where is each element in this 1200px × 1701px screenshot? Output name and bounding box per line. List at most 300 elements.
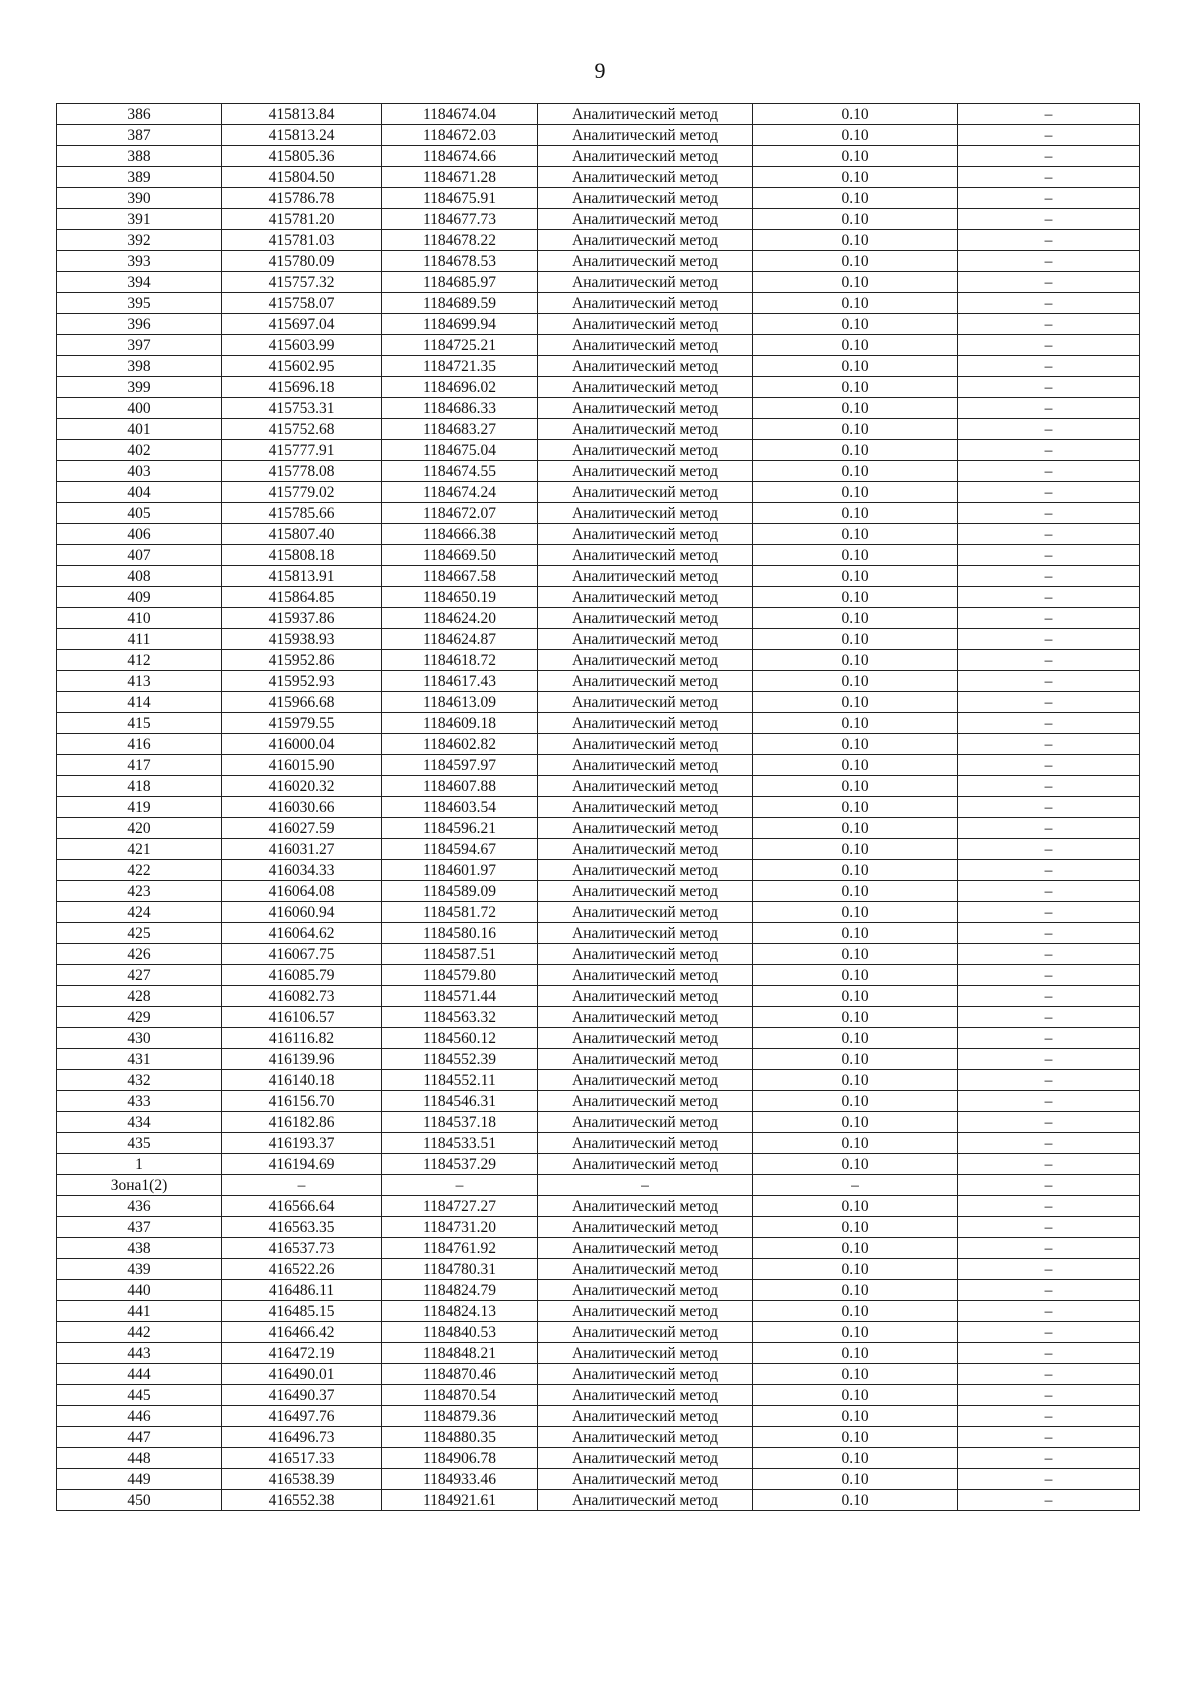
point-number-cell: 407 [57,545,222,566]
method-cell: Аналитический метод [538,629,753,650]
table-row [57,1091,1140,1112]
accuracy-cell: 0.10 [753,335,958,356]
y-coordinate-cell: 1184674.55 [382,461,538,482]
point-number-cell: 443 [57,1343,222,1364]
accuracy-cell: 0.10 [753,377,958,398]
accuracy-cell: 0.10 [753,293,958,314]
x-coordinate-cell: 415780.09 [222,251,382,272]
x-coordinate-cell: 416486.11 [222,1280,382,1301]
y-coordinate-cell: 1184674.66 [382,146,538,167]
method-cell: Аналитический метод [538,125,753,146]
method-cell: Аналитический метод [538,1070,753,1091]
description-cell: – [958,1133,1140,1154]
method-cell: Аналитический метод [538,776,753,797]
table-row [57,188,1140,209]
point-number-cell: 403 [57,461,222,482]
description-cell: – [958,1280,1140,1301]
point-number-cell: 399 [57,377,222,398]
accuracy-cell: 0.10 [753,356,958,377]
point-number-cell: 421 [57,839,222,860]
point-number-cell: 413 [57,671,222,692]
table-row [57,1238,1140,1259]
accuracy-cell: 0.10 [753,1322,958,1343]
point-number-cell: 448 [57,1448,222,1469]
y-coordinate-cell: 1184579.80 [382,965,538,986]
table-row [57,335,1140,356]
accuracy-cell: 0.10 [753,1007,958,1028]
x-coordinate-cell: 416194.69 [222,1154,382,1175]
accuracy-cell: 0.10 [753,314,958,335]
description-cell: – [958,1070,1140,1091]
point-number-cell: 414 [57,692,222,713]
accuracy-cell: 0.10 [753,1469,958,1490]
method-cell: Аналитический метод [538,1196,753,1217]
method-cell: Аналитический метод [538,1154,753,1175]
table-row [57,671,1140,692]
point-number-cell: 409 [57,587,222,608]
y-coordinate-cell: 1184824.79 [382,1280,538,1301]
table-row [57,356,1140,377]
method-cell: Аналитический метод [538,1028,753,1049]
method-cell: Аналитический метод [538,923,753,944]
y-coordinate-cell: 1184725.21 [382,335,538,356]
description-cell: – [958,419,1140,440]
table-row [57,1028,1140,1049]
y-coordinate-cell: 1184587.51 [382,944,538,965]
method-cell: Аналитический метод [538,713,753,734]
x-coordinate-cell: 416485.15 [222,1301,382,1322]
method-cell: Аналитический метод [538,608,753,629]
table-row [57,1427,1140,1448]
description-cell: – [958,482,1140,503]
point-number-cell: 386 [57,104,222,125]
y-coordinate-cell: 1184589.09 [382,881,538,902]
point-number-cell: 428 [57,986,222,1007]
y-coordinate-cell: 1184870.46 [382,1364,538,1385]
x-coordinate-cell: 416537.73 [222,1238,382,1259]
method-cell: Аналитический метод [538,734,753,755]
method-cell: Аналитический метод [538,377,753,398]
y-coordinate-cell: 1184685.97 [382,272,538,293]
table-row [57,1007,1140,1028]
table-row [57,713,1140,734]
description-cell: – [958,377,1140,398]
point-number-cell: 397 [57,335,222,356]
accuracy-cell: 0.10 [753,1448,958,1469]
table-row [57,146,1140,167]
description-cell: – [958,566,1140,587]
accuracy-cell: 0.10 [753,272,958,293]
accuracy-cell: 0.10 [753,104,958,125]
table-row [57,1301,1140,1322]
x-coordinate-cell: 415779.02 [222,482,382,503]
y-coordinate-cell: 1184671.28 [382,167,538,188]
x-coordinate-cell: 416517.33 [222,1448,382,1469]
method-cell: – [538,1175,753,1196]
description-cell: – [958,902,1140,923]
x-coordinate-cell: 415813.24 [222,125,382,146]
x-coordinate-cell: 416085.79 [222,965,382,986]
y-coordinate-cell: 1184613.09 [382,692,538,713]
table-row [57,1217,1140,1238]
x-coordinate-cell: 415813.91 [222,566,382,587]
description-cell: – [958,1448,1140,1469]
description-cell: – [958,188,1140,209]
y-coordinate-cell: 1184906.78 [382,1448,538,1469]
method-cell: Аналитический метод [538,1469,753,1490]
point-number-cell: 450 [57,1490,222,1511]
x-coordinate-cell: 416522.26 [222,1259,382,1280]
point-number-cell: 423 [57,881,222,902]
description-cell: – [958,1322,1140,1343]
accuracy-cell: 0.10 [753,608,958,629]
point-number-cell: 433 [57,1091,222,1112]
x-coordinate-cell: 416140.18 [222,1070,382,1091]
method-cell: Аналитический метод [538,1322,753,1343]
x-coordinate-cell: 416566.64 [222,1196,382,1217]
point-number-cell: 439 [57,1259,222,1280]
method-cell: Аналитический метод [538,398,753,419]
x-coordinate-cell: 416031.27 [222,839,382,860]
method-cell: Аналитический метод [538,1427,753,1448]
x-coordinate-cell: 416064.62 [222,923,382,944]
point-number-cell: 404 [57,482,222,503]
table-row [57,818,1140,839]
point-number-cell: 395 [57,293,222,314]
table-row [57,1322,1140,1343]
x-coordinate-cell: 415697.04 [222,314,382,335]
y-coordinate-cell: 1184609.18 [382,713,538,734]
method-cell: Аналитический метод [538,251,753,272]
accuracy-cell: 0.10 [753,671,958,692]
x-coordinate-cell: 415602.95 [222,356,382,377]
description-cell: – [958,1364,1140,1385]
method-cell: Аналитический метод [538,965,753,986]
y-coordinate-cell: 1184699.94 [382,314,538,335]
x-coordinate-cell: 416106.57 [222,1007,382,1028]
description-cell: – [958,503,1140,524]
x-coordinate-cell: 415937.86 [222,608,382,629]
y-coordinate-cell: 1184677.73 [382,209,538,230]
y-coordinate-cell: 1184689.59 [382,293,538,314]
accuracy-cell: 0.10 [753,1070,958,1091]
y-coordinate-cell: 1184672.03 [382,125,538,146]
description-cell: – [958,167,1140,188]
method-cell: Аналитический метод [538,944,753,965]
table-row [57,104,1140,125]
x-coordinate-cell: 416490.01 [222,1364,382,1385]
y-coordinate-cell: 1184921.61 [382,1490,538,1511]
description-cell: – [958,1385,1140,1406]
y-coordinate-cell: 1184880.35 [382,1427,538,1448]
description-cell: – [958,923,1140,944]
table-row [57,1448,1140,1469]
description-cell: – [958,125,1140,146]
point-number-cell: 438 [57,1238,222,1259]
y-coordinate-cell: 1184537.29 [382,1154,538,1175]
table-row [57,1133,1140,1154]
point-number-cell: 412 [57,650,222,671]
x-coordinate-cell: 415804.50 [222,167,382,188]
method-cell: Аналитический метод [538,818,753,839]
point-number-cell: 435 [57,1133,222,1154]
description-cell: – [958,944,1140,965]
point-number-cell: 447 [57,1427,222,1448]
point-number-cell: 425 [57,923,222,944]
x-coordinate-cell: 416060.94 [222,902,382,923]
y-coordinate-cell: 1184675.91 [382,188,538,209]
table-row [57,272,1140,293]
table-row [57,503,1140,524]
method-cell: Аналитический метод [538,692,753,713]
y-coordinate-cell: 1184650.19 [382,587,538,608]
x-coordinate-cell: 416139.96 [222,1049,382,1070]
description-cell: – [958,356,1140,377]
page-number: 9 [594,58,606,83]
y-coordinate-cell: 1184607.88 [382,776,538,797]
x-coordinate-cell: 416497.76 [222,1406,382,1427]
x-coordinate-cell: 415813.84 [222,104,382,125]
method-cell: Аналитический метод [538,503,753,524]
description-cell: – [958,818,1140,839]
table-row [57,566,1140,587]
method-cell: Аналитический метод [538,1217,753,1238]
accuracy-cell: – [753,1175,958,1196]
description-cell: – [958,839,1140,860]
table-row [57,209,1140,230]
description-cell: – [958,671,1140,692]
x-coordinate-cell: 416563.35 [222,1217,382,1238]
y-coordinate-cell: 1184669.50 [382,545,538,566]
x-coordinate-cell: 416015.90 [222,755,382,776]
point-number-cell: 442 [57,1322,222,1343]
table-row [57,482,1140,503]
table-row [57,125,1140,146]
table-row [57,734,1140,755]
method-cell: Аналитический метод [538,209,753,230]
x-coordinate-cell: 416082.73 [222,986,382,1007]
y-coordinate-cell: 1184848.21 [382,1343,538,1364]
description-cell: – [958,293,1140,314]
method-cell: Аналитический метод [538,1238,753,1259]
method-cell: Аналитический метод [538,902,753,923]
method-cell: Аналитический метод [538,461,753,482]
description-cell: – [958,335,1140,356]
method-cell: Аналитический метод [538,230,753,251]
y-coordinate-cell: 1184678.22 [382,230,538,251]
method-cell: Аналитический метод [538,356,753,377]
description-cell: – [958,314,1140,335]
table-row [57,293,1140,314]
y-coordinate-cell: 1184533.51 [382,1133,538,1154]
table-row [57,398,1140,419]
x-coordinate-cell: 415757.32 [222,272,382,293]
y-coordinate-cell: 1184602.82 [382,734,538,755]
method-cell: Аналитический метод [538,1007,753,1028]
table-row [57,839,1140,860]
accuracy-cell: 0.10 [753,944,958,965]
accuracy-cell: 0.10 [753,1154,958,1175]
x-coordinate-cell: 415777.91 [222,440,382,461]
description-cell: – [958,734,1140,755]
description-cell: – [958,797,1140,818]
x-coordinate-cell: 415753.31 [222,398,382,419]
x-coordinate-cell: 416000.04 [222,734,382,755]
point-number-cell: 430 [57,1028,222,1049]
point-number-cell: 387 [57,125,222,146]
description-cell: – [958,272,1140,293]
method-cell: Аналитический метод [538,1112,753,1133]
y-coordinate-cell: 1184603.54 [382,797,538,818]
method-cell: Аналитический метод [538,314,753,335]
description-cell: – [958,755,1140,776]
accuracy-cell: 0.10 [753,902,958,923]
accuracy-cell: 0.10 [753,650,958,671]
accuracy-cell: 0.10 [753,398,958,419]
point-number-cell: 437 [57,1217,222,1238]
x-coordinate-cell: 416182.86 [222,1112,382,1133]
accuracy-cell: 0.10 [753,713,958,734]
accuracy-cell: 0.10 [753,1259,958,1280]
y-coordinate-cell: 1184667.58 [382,566,538,587]
y-coordinate-cell: 1184678.53 [382,251,538,272]
point-number-cell: 429 [57,1007,222,1028]
table-row [57,902,1140,923]
point-number-cell: 420 [57,818,222,839]
table-row [57,1070,1140,1091]
accuracy-cell: 0.10 [753,734,958,755]
method-cell: Аналитический метод [538,335,753,356]
x-coordinate-cell: – [222,1175,382,1196]
accuracy-cell: 0.10 [753,839,958,860]
accuracy-cell: 0.10 [753,524,958,545]
accuracy-cell: 0.10 [753,1238,958,1259]
method-cell: Аналитический метод [538,839,753,860]
description-cell: – [958,1112,1140,1133]
method-cell: Аналитический метод [538,1448,753,1469]
table-row [57,314,1140,335]
method-cell: Аналитический метод [538,1049,753,1070]
x-coordinate-cell: 416193.37 [222,1133,382,1154]
y-coordinate-cell: 1184672.07 [382,503,538,524]
y-coordinate-cell: 1184563.32 [382,1007,538,1028]
table-row [57,944,1140,965]
y-coordinate-cell: 1184597.97 [382,755,538,776]
table-row [57,167,1140,188]
accuracy-cell: 0.10 [753,125,958,146]
description-cell: – [958,1238,1140,1259]
accuracy-cell: 0.10 [753,1427,958,1448]
method-cell: Аналитический метод [538,1343,753,1364]
accuracy-cell: 0.10 [753,209,958,230]
x-coordinate-cell: 416490.37 [222,1385,382,1406]
accuracy-cell: 0.10 [753,167,958,188]
table-row [57,377,1140,398]
table-row [57,1196,1140,1217]
y-coordinate-cell: 1184601.97 [382,860,538,881]
point-number-cell: 415 [57,713,222,734]
table-row [57,860,1140,881]
method-cell: Аналитический метод [538,188,753,209]
y-coordinate-cell: 1184624.87 [382,629,538,650]
description-cell: – [958,860,1140,881]
y-coordinate-cell: 1184675.04 [382,440,538,461]
x-coordinate-cell: 416156.70 [222,1091,382,1112]
accuracy-cell: 0.10 [753,482,958,503]
point-number-cell: 419 [57,797,222,818]
accuracy-cell: 0.10 [753,692,958,713]
description-cell: – [958,398,1140,419]
y-coordinate-cell: 1184761.92 [382,1238,538,1259]
point-number-cell: 432 [57,1070,222,1091]
accuracy-cell: 0.10 [753,587,958,608]
x-coordinate-cell: 415805.36 [222,146,382,167]
accuracy-cell: 0.10 [753,860,958,881]
method-cell: Аналитический метод [538,1280,753,1301]
table-row [57,440,1140,461]
method-cell: Аналитический метод [538,587,753,608]
accuracy-cell: 0.10 [753,461,958,482]
x-coordinate-cell: 416020.32 [222,776,382,797]
accuracy-cell: 0.10 [753,629,958,650]
x-coordinate-cell: 416538.39 [222,1469,382,1490]
point-number-cell: 424 [57,902,222,923]
x-coordinate-cell: 415778.08 [222,461,382,482]
table-row [57,461,1140,482]
description-cell: – [958,1154,1140,1175]
y-coordinate-cell: 1184674.04 [382,104,538,125]
point-number-cell: 388 [57,146,222,167]
point-number-cell: 396 [57,314,222,335]
y-coordinate-cell: 1184581.72 [382,902,538,923]
y-coordinate-cell: 1184840.53 [382,1322,538,1343]
description-cell: – [958,629,1140,650]
point-number-cell: 1 [57,1154,222,1175]
accuracy-cell: 0.10 [753,1217,958,1238]
accuracy-cell: 0.10 [753,776,958,797]
table-row [57,881,1140,902]
method-cell: Аналитический метод [538,650,753,671]
table-row [57,776,1140,797]
description-cell: – [958,251,1140,272]
description-cell: – [958,1175,1140,1196]
method-cell: Аналитический метод [538,146,753,167]
x-coordinate-cell: 415979.55 [222,713,382,734]
method-cell: Аналитический метод [538,1490,753,1511]
point-number-cell: 434 [57,1112,222,1133]
accuracy-cell: 0.10 [753,503,958,524]
accuracy-cell: 0.10 [753,230,958,251]
y-coordinate-cell: 1184674.24 [382,482,538,503]
x-coordinate-cell: 416552.38 [222,1490,382,1511]
description-cell: – [958,713,1140,734]
y-coordinate-cell: 1184546.31 [382,1091,538,1112]
table-row [57,545,1140,566]
x-coordinate-cell: 416030.66 [222,797,382,818]
description-cell: – [958,524,1140,545]
table-row [57,986,1140,1007]
description-cell: – [958,965,1140,986]
y-coordinate-cell: 1184731.20 [382,1217,538,1238]
table-row [57,1364,1140,1385]
x-coordinate-cell: 415786.78 [222,188,382,209]
point-number-cell: 440 [57,1280,222,1301]
y-coordinate-cell: 1184933.46 [382,1469,538,1490]
accuracy-cell: 0.10 [753,755,958,776]
table-row [57,1175,1140,1196]
point-number-cell: 427 [57,965,222,986]
accuracy-cell: 0.10 [753,251,958,272]
